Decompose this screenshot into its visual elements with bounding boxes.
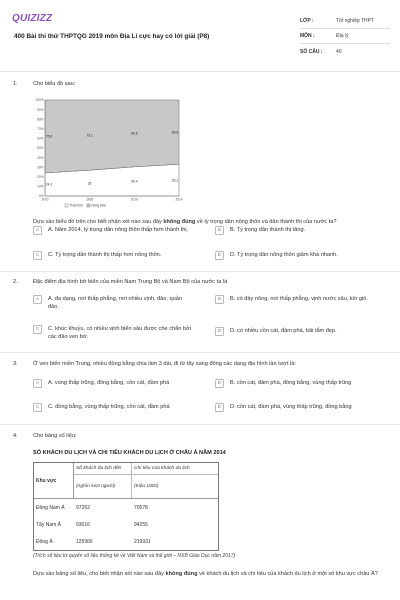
meta-value: 40 [336,48,342,55]
data-label: 26 [87,181,92,186]
answer-option-a[interactable] [33,226,193,235]
y-tick-label: 80% [37,117,44,122]
quizizz-logo[interactable]: QUIZIZZ [12,13,53,24]
answer-letter: C [33,403,42,412]
y-tick-label: 50% [37,146,44,151]
table-row [34,516,218,533]
header [0,0,400,62]
page-title: 400 Bài thi thử THPTQG 2019 môn Địa Lí cực hay có lời giải (P8) [14,33,210,40]
area-series-2 [45,100,179,173]
answer-option-b[interactable] [215,379,390,388]
meta-row-class [300,14,390,29]
answer-option-c[interactable] [33,251,203,260]
question-number: 3. [13,361,18,367]
data-label: 24.1 [45,182,53,187]
data-label: 75.9 [45,134,53,139]
answer-letter: C [33,251,42,260]
table-cell-visitors: 93016 [76,521,90,528]
table-header-spending: Chi tiêu của khách du lịch [134,466,190,471]
table-unit-spending: (triệu USD) [134,484,159,489]
answer-option-d[interactable] [215,403,390,412]
table-cell-region: Đông Á [36,538,53,545]
legend-label: Nông thôn [91,203,107,208]
answer-text: D. cồn cát, đầm phá, vùng thấp trũng, đồng bằng [230,404,352,410]
question-divider [0,424,400,425]
prompt-emphasis: không đúng [163,219,196,225]
table-title: SỐ KHÁCH DU LỊCH VÀ CHI TIÊU KHÁCH DU LỊCH Ở CHÂU Á NĂM 2014 [33,450,226,456]
answer-option-c[interactable] [33,403,203,412]
prompt-text: về khách du lịch và chi tiêu của khách du lịch ở một số khu vực châu Á? [197,571,378,577]
prompt-emphasis: không đúng [165,571,198,577]
question-text: Đặc điểm địa hình bờ biển của miền Nam Trung Bộ và Nam Bộ của nước ta là [33,279,228,285]
answer-option-b[interactable] [215,226,385,235]
y-tick-label: 60% [37,136,44,141]
question-text: Cho bảng số liệu: [33,433,77,439]
header-divider [0,71,400,72]
table-cell-region: Tây Nam Á [36,521,62,528]
table-header-columns [74,463,218,498]
table-header-titles [74,463,218,475]
table-header [34,463,218,499]
y-tick-label: 10% [37,184,44,189]
answer-letter: A [33,379,42,388]
question-number: 4. [13,433,18,439]
prompt-text: Dựa vào biểu đồ trên cho biết nhận xét nào sau đây [33,219,164,225]
table-cell-spending: 94255 [134,521,148,528]
y-tick-label: 0% [38,194,44,199]
x-tick-label: 2014 [175,197,183,202]
question-number: 1. [13,81,18,87]
legend-swatch [87,204,90,207]
table-header-visitors: Số khách du lịch đến [74,463,132,474]
y-tick-label: 100% [35,98,44,103]
answer-letter: D [215,403,224,412]
answer-letter: C [33,325,42,334]
question-number: 2. [13,279,18,285]
meta-row-subject [300,29,390,44]
answer-text: D. có nhiều cồn cát, đầm phá, bãi tắm đẹp. [230,328,337,334]
meta-value: Tốt nghiệp THPT [336,18,374,24]
data-label: 30.4 [131,179,138,184]
meta-info [300,14,390,59]
legend-label: Thành thị [69,203,83,208]
x-tick-label: 2005 [86,197,94,202]
data-label: 69.6 [131,131,138,136]
y-tick-label: 40% [37,155,44,160]
y-tick-label: 90% [37,107,44,112]
legend-swatch [65,204,68,207]
data-label: 66.9 [171,130,179,135]
answer-text: A. vùng thấp trũng, đồng bằng, cồn cát, đầm phá [48,380,170,386]
meta-label: MÔN : [300,33,315,39]
table-cell-spending: 70578 [134,504,148,511]
answer-letter: D [215,327,224,336]
question-divider [0,271,400,272]
y-tick-label: 30% [37,165,44,170]
prompt-text: về tỷ trọng dân nông thôn và dân thành thị của nước ta? [195,219,337,225]
table-cell-visitors: 97262 [76,504,90,511]
table-unit-visitors: (nghìn lượt người) [74,475,132,498]
answer-letter: B [215,295,224,304]
table-header-region: Khu vực [34,463,74,498]
y-tick-label: 20% [37,175,44,179]
meta-row-count [300,44,390,59]
table-row [34,499,218,516]
table-cell-visitors: 125966 [76,538,93,545]
answer-letter: A [33,295,42,304]
answer-letter: D [215,251,224,260]
answer-letter: B [215,379,224,388]
meta-label: LỚP : [300,18,314,24]
data-label: 73.1 [86,133,93,138]
prompt-text: Dựa vào bảng số liệu, cho biết nhận xét nào sau đây [33,571,166,577]
question-divider [0,352,400,353]
question-text: Cho biểu đồ sau: [33,81,76,87]
answer-text: D. Tỷ trọng dân nông thôn giảm khá nhanh. [230,252,338,258]
x-tick-label: 2010 [130,197,138,202]
question-text: Ở ven biển miền Trung, nhiều đồng bằng chia làm 3 dải, đi từ tây sang đông các dạng địa hình lần lượt là: [33,361,296,367]
question-prompt [33,570,388,578]
answer-text: B. có đầy nông, nơi thấp phẳng, vịnh nước sâu, kín gió. [230,296,368,302]
answer-option-d[interactable] [215,251,390,260]
table-row [34,533,218,550]
answer-option-d[interactable] [215,327,390,336]
meta-value: Địa lý [336,33,349,39]
answer-text: B. Tỷ trọng dân thành thị tăng. [230,227,306,233]
table-cell-region: Đông Nam Á [36,504,65,511]
answer-text: B. cồn cát, đầm phá, đồng bằng, vùng thấp trũng [230,380,352,386]
answer-text: A. đa dạng, nơi thấp phẳng, nơi nhiều vịnh, đảo, quần đảo. [48,296,182,311]
answer-text: C. Tỷ trọng dân thành thị thấp hơn nông thôn. [48,252,162,258]
answer-letter: A [33,226,42,235]
answer-text: C. khúc khuỷu, có nhiều vịnh biển sâu được che chắn bởi các đảo ven bờ. [48,326,191,341]
answer-option-a[interactable] [33,295,203,311]
area-chart [33,96,193,212]
table-source: (Trích số liệu từ quyển số liệu thống kê về Việt Nam và thế giới – NXB Giáo Dục năm 2017) [33,553,236,559]
table-header-units [74,475,218,498]
answer-letter: B [215,226,224,235]
data-label: 33.1 [171,178,179,183]
answer-option-b[interactable] [215,295,390,304]
data-table [33,462,219,551]
y-tick-label: 70% [37,127,44,131]
answer-option-c[interactable] [33,325,203,341]
table-cell-spending: 219931 [134,538,151,545]
answer-text: A. Năm 2014, tỷ trọng dân nông thôn thấp hơn thành thị. [48,227,189,233]
answer-text: C. đồng bằng, vùng thấp trũng, cồn cát, đầm phá [48,404,170,410]
meta-label: SỐ CÂU : [300,48,323,55]
x-tick-label: 2000 [41,197,49,202]
answer-option-a[interactable] [33,379,203,388]
